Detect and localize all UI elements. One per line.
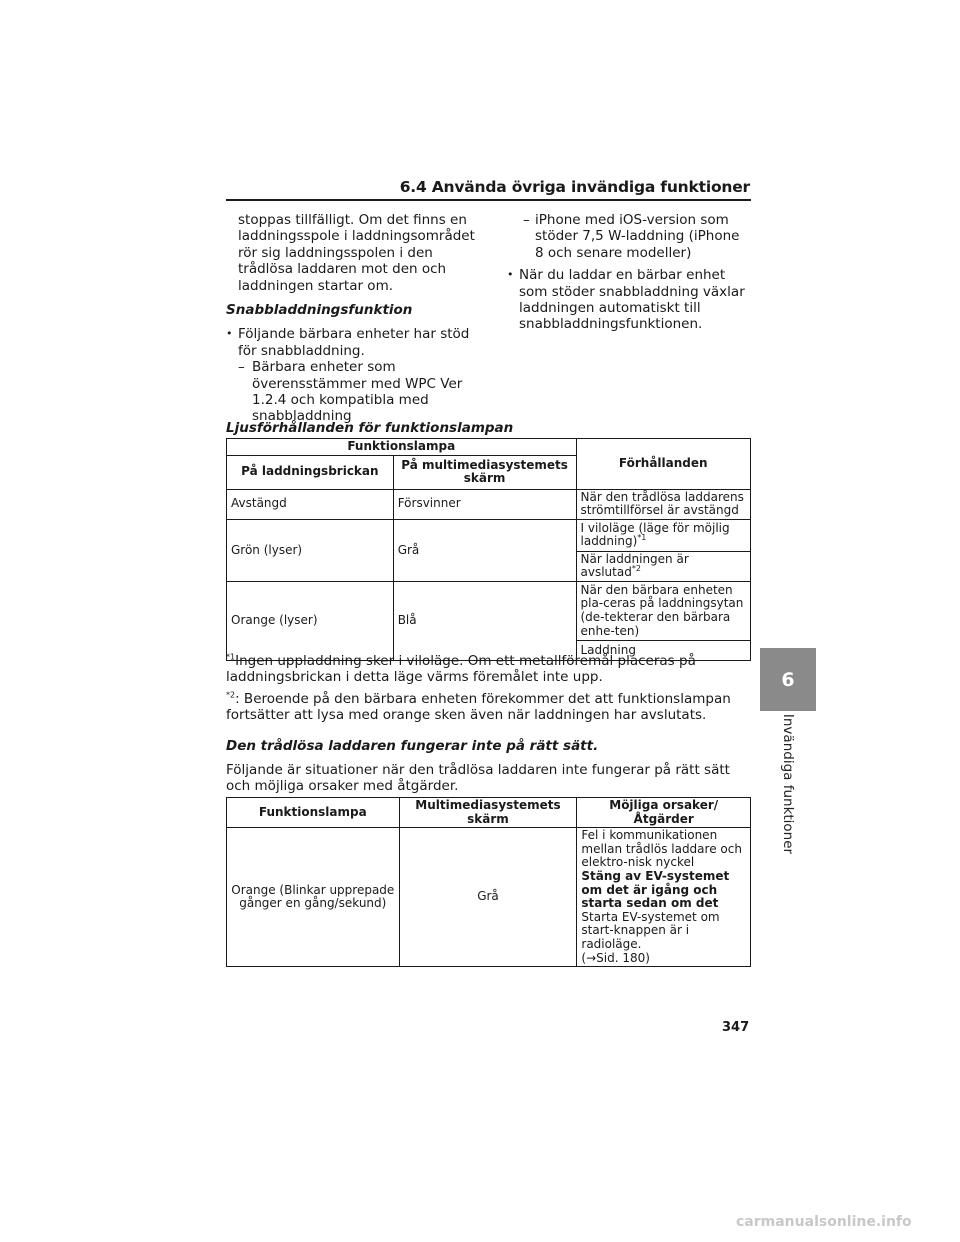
sub-item-wpc: – Bärbara enheter som överensstämmer med WPC Ver 1.2.4 och kompatibla med snabbladdning (238, 359, 463, 425)
chapter-tab[interactable] (760, 648, 816, 711)
section-heading-fast-charging: Snabbladdningsfunktion (226, 302, 413, 319)
cell-causes: Fel i kommunikationen mellan trådlös laddare och elektro-nisk nyckel Stäng av EV-systemet om det är igång och starta sedan om det Starta EV-systemet om start-knappen är i radioläge. (→Sid. 180) (577, 828, 751, 967)
sub-item-iphone: – iPhone med iOS-version som stöder 7,5 W-laddning (iPhone 8 och senare modeller) (523, 212, 740, 261)
header-rule (226, 199, 751, 201)
cell-screen: Försvinner (393, 489, 576, 519)
watermark: carmanualsonline.info (736, 1214, 912, 1230)
header-screen: På multimediasystemets skärm (393, 455, 576, 489)
table-row (227, 489, 751, 519)
cell-tray: Avstängd (227, 489, 394, 519)
cell-condition: När den bärbara enheten pla-ceras på laddningsytan (de-tekterar den bärbara enhe-ten) (576, 581, 751, 640)
header-tray: På laddningsbrickan (227, 455, 394, 489)
page-header-title: 6.4 Använda övriga invändiga funktioner (399, 178, 750, 196)
cell-screen: Grå (393, 519, 576, 581)
header-lamp: Funktionslampa (227, 798, 400, 828)
page-number: 347 (722, 1020, 750, 1035)
header-causes: Möjliga orsaker/Åtgärder (577, 798, 751, 828)
table1-caption: Ljusförhållanden för funktionslampan (226, 420, 514, 436)
header-screen: Multimediasystemets skärm (399, 798, 577, 828)
header-conditions: Förhållanden (576, 439, 751, 490)
section-heading-not-working: Den trådlösa laddaren fungerar inte på rätt sätt. (226, 738, 599, 754)
right-column (507, 212, 752, 333)
continuation-text: stoppas tillfälligt. Om det finns en laddningsspole i laddningsområdet rör sig laddningsspolen i den trådlösa laddaren mot den och laddningen startar om. (238, 212, 475, 294)
cell-condition: I viloläge (läge för möjlig laddning)$^{*1}$ (576, 519, 751, 551)
cell-screen: Blå (393, 581, 576, 660)
cell-lamp: Orange (Blinkar upprepade gånger en gång/sekund) (227, 828, 400, 967)
cell-condition: När laddningen är avslutad$^{*2}$ (576, 551, 751, 581)
table-row (227, 581, 751, 640)
cell-tray: Orange (lyser) (227, 581, 394, 660)
table-row (227, 828, 751, 967)
section-intro: Följande är situationer när den trådlösa laddaren inte fungerar på rätt sätt och möjliga orsaker med åtgärder. (226, 762, 730, 795)
chapter-number: 6 (781, 668, 795, 691)
cell-condition: När den trådlösa laddarens strömtillförsel är avstängd (576, 489, 751, 519)
bullet-auto-switch: • När du laddar en bärbar enhet som stöder snabbladdning växlar laddningen automatiskt till snabbladdningsfunktionen. (507, 267, 752, 333)
cell-condition: Laddning (576, 640, 751, 660)
footnote-1: $^{*1}$Ingen uppladdning sker i viloläge. Om ett metallföremål placeras på laddningsbrickan i detta läge värms föremålet inte upp. (226, 652, 696, 686)
lamp-conditions-table (226, 438, 751, 661)
table-row (227, 519, 751, 551)
page-reference-link[interactable]: (→Sid. 180) (581, 950, 650, 965)
cell-tray: Grön (lyser) (227, 519, 394, 581)
bullet-fast-charging-devices: • Följande bärbara enheter har stöd för snabbladdning. (226, 326, 476, 359)
footnote-2: $^{*2}$: Beroende på den bärbara enheten förekommer det att funktionslampan fortsätter att lysa med orange sken även när laddningen har avslutats. (226, 690, 731, 724)
troubleshooting-table (226, 797, 751, 967)
chapter-tab-label: Invändiga funktioner (780, 713, 796, 855)
cell-screen: Grå (399, 828, 577, 967)
header-function-lamp: Funktionslampa (227, 439, 577, 456)
left-column (226, 212, 476, 425)
